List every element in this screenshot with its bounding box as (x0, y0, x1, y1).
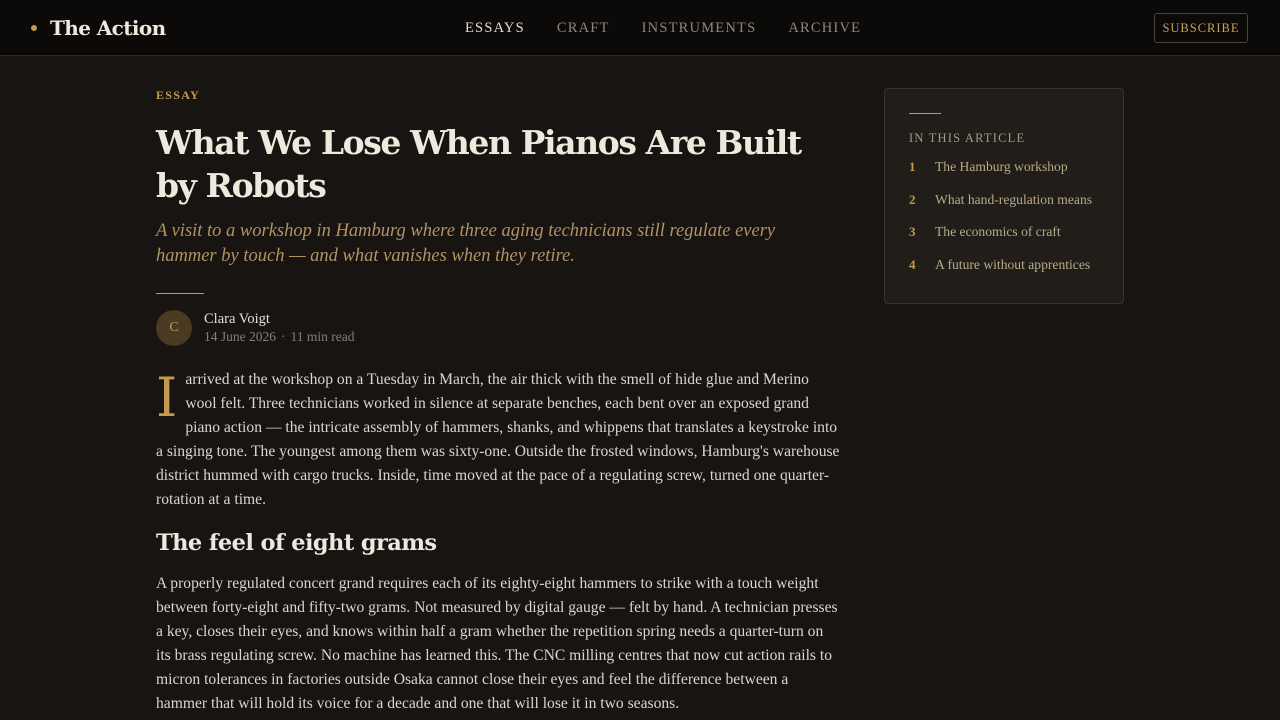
body-paragraph: A properly regulated concert grand requires each of its eighty-eight hammers to strike with a touch weight between forty-eight and fifty-two grams. Not measured by digital gauge — felt by hand. A technician presses a key, closes their eyes, and knows within half a gram whether the repetition spring needs a quarter-turn on its brass regulating screw. No machine has learned this. The CNC milling centres that now cut action rails to micron tolerances in factories outside Osaka cannot close their eyes and feel the difference between a hammer that will hold its voice for a decade and one that will lose it in two seasons. (156, 575, 838, 712)
toc-item-economics-of-craft[interactable] (909, 224, 1099, 257)
toc-number: 1 (909, 159, 916, 174)
avatar[interactable]: C (156, 310, 192, 346)
publish-date: 14 June 2026 (204, 329, 276, 344)
toc-title: IN THIS ARTICLE (909, 131, 1026, 145)
byline (156, 310, 840, 346)
article-meta (204, 328, 354, 346)
toc-number: 3 (909, 224, 916, 239)
lead-paragraph (156, 368, 840, 512)
read-time: 11 min read (290, 329, 355, 344)
nav-item-essays[interactable]: ESSAYS (465, 19, 525, 36)
toc-label: A future without apprentices (935, 256, 1091, 272)
nav-item-craft[interactable]: CRAFT (556, 19, 610, 36)
author-name[interactable]: Clara Voigt (204, 311, 270, 327)
toc-label: What hand-regulation means (935, 191, 1093, 207)
toc-item-hand-regulation[interactable] (909, 192, 1099, 225)
article-kicker: ESSAY (156, 88, 201, 102)
nav-item-instruments[interactable]: INSTRUMENTS (641, 19, 757, 36)
meta-separator: · (281, 329, 286, 344)
toc-item-hamburg-workshop[interactable] (909, 159, 1099, 192)
top-navigation-bar (0, 0, 1280, 56)
toc-divider (909, 113, 941, 114)
toc-item-future-without-apprentices[interactable] (909, 257, 1099, 290)
table-of-contents (884, 88, 1124, 304)
brand-name: The Action (50, 16, 166, 40)
section-heading: The feel of eight grams (156, 530, 437, 556)
drop-cap: I (156, 366, 178, 429)
article-headline: What We Lose When Pianos Are Built by Robots (156, 123, 801, 205)
toc-label: The economics of craft (935, 224, 1061, 239)
subscribe-button[interactable]: SUBSCRIBE (1154, 13, 1248, 43)
divider (156, 293, 204, 294)
toc-number: 2 (909, 191, 916, 207)
toc-list (909, 159, 1099, 289)
main-nav (465, 0, 893, 56)
toc-number: 4 (909, 256, 916, 272)
lead-text: arrived at the workshop on a Tuesday in March, the air thick with the smell of hide glue and Merino wool felt. Three technicians worked in silence at separate benches, each bent over an exposed grand piano action — the intricate assembly of hammers, shanks, and whippens that translates a keystroke into a singing tone. The youngest among them was sixty-one. Outside the frosted windows, Hamburg's warehouse district hummed with cargo trucks. Inside, time moved at the pace of a regulating screw, turned one quarter-rotation at a time. (156, 371, 840, 508)
article (156, 88, 840, 716)
nav-item-archive[interactable]: ARCHIVE (788, 19, 862, 36)
brand-dot-icon (31, 25, 37, 31)
brand-logo[interactable] (31, 0, 166, 56)
toc-label: The Hamburg workshop (935, 159, 1068, 174)
article-dek: A visit to a workshop in Hamburg where three aging technicians still regulate every hammer by touch — and what vanishes when they retire. (156, 221, 776, 266)
byline-text (204, 310, 354, 346)
